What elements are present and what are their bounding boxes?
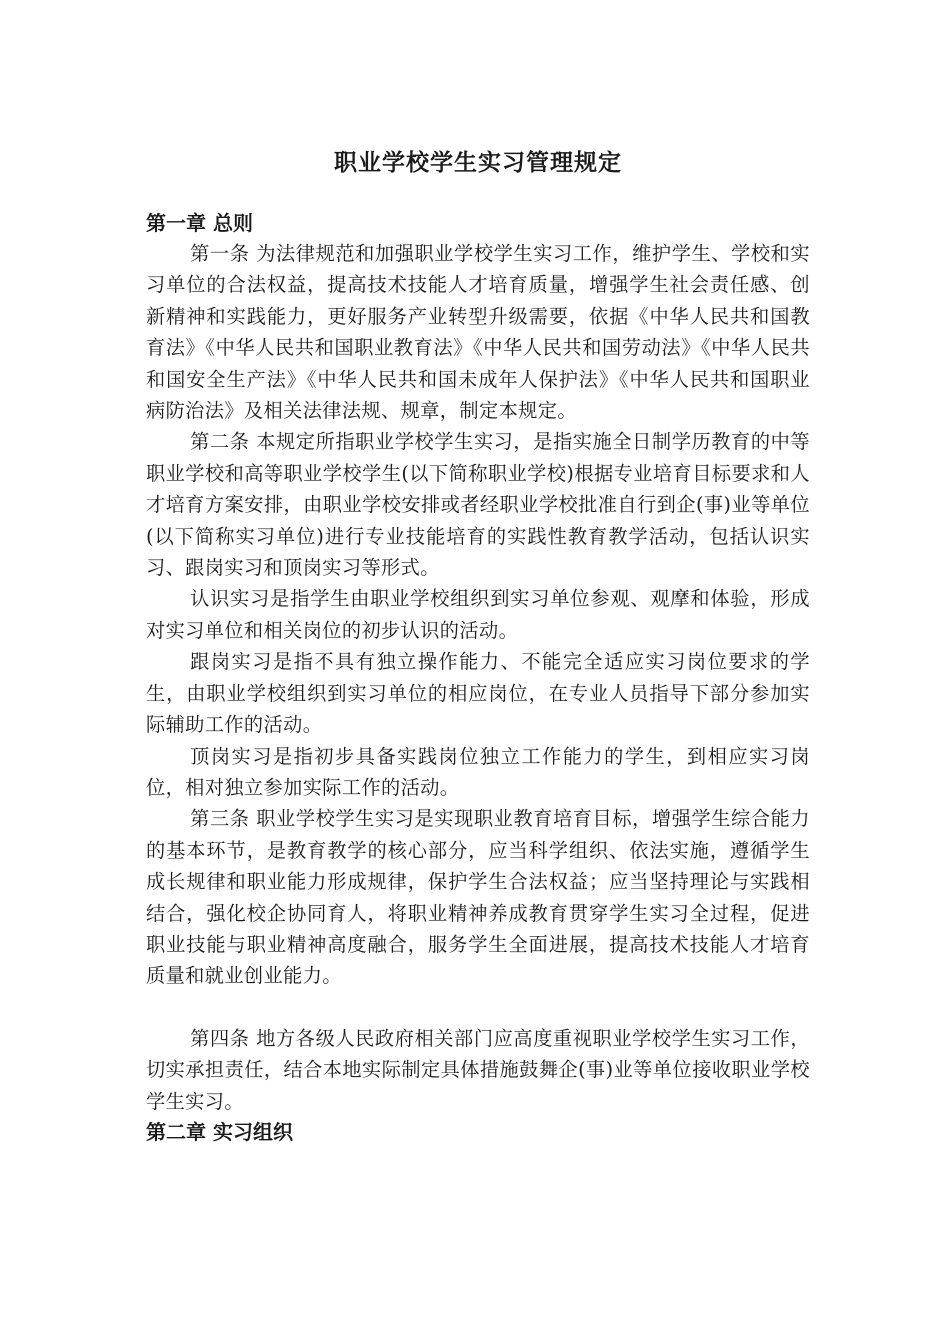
article-1-paragraph: 第一条 为法律规范和加强职业学校学生实习工作，维护学生、学校和实习单位的合法权益，提高技术技能人才培育质量，增强学生社会责任感、创新精神和实践能力，更好服务产业转型升级需要，依据《中华人民共和国教育法》《中华人民共和国职业教育法》《中华人民共和国劳动法》《中华人民共和国安全生产法》《中华人民共和国未成年人保护法》《中华人民共和国职业病防治法》及相关法律法规、规章，制定本规定。 (146, 242, 810, 423)
cognitive-internship-paragraph: 认识实习是指学生由职业学校组织到实习单位参观、观摩和体验，形成对实习单位和相关岗位的初步认识的活动。 (146, 587, 810, 642)
chapter-2-heading: 第二章 实习组织 (146, 1119, 293, 1144)
placement-internship-paragraph: 顶岗实习是指初步具备实践岗位独立工作能力的学生，到相应实习岗位，相对独立参加实际工作的活动。 (146, 744, 810, 799)
document-title: 职业学校学生实习管理规定 (334, 149, 622, 176)
article-3-paragraph: 第三条 职业学校学生实习是实现职业教育培育目标，增强学生综合能力的基本环节，是教育教学的核心部分，应当科学组织、依法实施，遵循学生成长规律和职业能力形成规律，保护学生合法权益；应当坚持理论与实践相结合，强化校企协同育人，将职业精神养成教育贯穿学生实习全过程，促进职业技能与职业精神高度融合，服务学生全面进展，提高技术技能人才培育质量和就业创业能力。 (146, 807, 810, 988)
article-4-paragraph: 第四条 地方各级人民政府相关部门应高度重视职业学校学生实习工作，切实承担责任，结合本地实际制定具体措施鼓舞企(事)业等单位接收职业学校学生实习。 (146, 1026, 810, 1113)
document-page (146, 146, 810, 1147)
article-2-paragraph: 第二条 本规定所指职业学校学生实习，是指实施全日制学历教育的中等职业学校和高等职业学校学生(以下简称职业学校)根据专业培育目标要求和人才培育方案安排，由职业学校安排或者经职业学校批准自行到企(事)业等单位(以下简称实习单位)进行专业技能培育的实践性教育教学活动，包括认识实习、跟岗实习和顶岗实习等形式。 (146, 430, 810, 580)
shadow-internship-paragraph: 跟岗实习是指不具有独立操作能力、不能完全适应实习岗位要求的学生，由职业学校组织到实习单位的相应岗位，在专业人员指导下部分参加实际辅助工作的活动。 (146, 650, 810, 737)
chapter-1-heading: 第一章 总则 (146, 211, 253, 235)
